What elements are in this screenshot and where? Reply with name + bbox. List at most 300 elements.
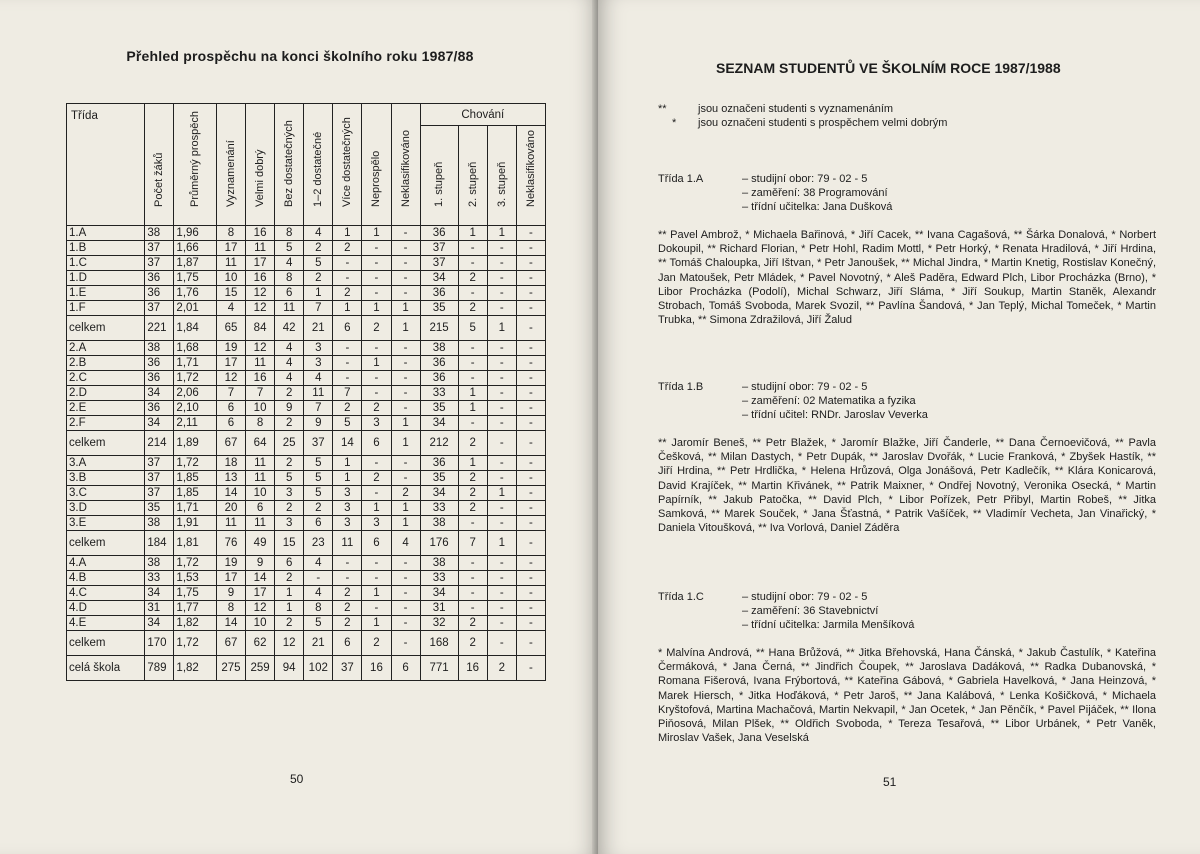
table-cell: 102: [304, 656, 333, 681]
header-col: Více dostatečných: [333, 104, 362, 226]
table-cell: 2: [458, 486, 487, 501]
table-cell: 18: [216, 456, 245, 471]
table-cell: 38: [145, 516, 174, 531]
table-cell: 1,72: [174, 456, 217, 471]
row-label: celá škola: [67, 656, 145, 681]
class-info: – studijní obor: 79 - 02 - 5: [742, 381, 868, 393]
table-cell: -: [516, 431, 545, 456]
table-row: [67, 256, 546, 271]
table-cell: 94: [275, 656, 304, 681]
table-cell: 34: [145, 586, 174, 601]
table-cell: 4: [304, 371, 333, 386]
table-cell: -: [516, 471, 545, 486]
legend-mark: *: [672, 117, 677, 129]
table-cell: 1: [391, 316, 420, 341]
table-cell: -: [458, 586, 487, 601]
table-cell: 5: [304, 456, 333, 471]
table-cell: 4: [391, 531, 420, 556]
table-cell: 170: [145, 631, 174, 656]
table-row: [67, 616, 546, 631]
list-title: SEZNAM STUDENTŮ VE ŠKOLNÍM ROCE 1987/1988: [716, 60, 1061, 76]
table-cell: -: [333, 356, 362, 371]
table-cell: -: [304, 571, 333, 586]
header-chovani: Chování: [420, 104, 545, 126]
table-cell: 49: [246, 531, 275, 556]
table-cell: 7: [458, 531, 487, 556]
table-row: [67, 586, 546, 601]
table-cell: -: [391, 386, 420, 401]
table-cell: 11: [275, 301, 304, 316]
table-cell: 2: [362, 401, 391, 416]
table-cell: 3: [275, 516, 304, 531]
table-cell: 2: [333, 586, 362, 601]
table-cell: 4: [216, 301, 245, 316]
table-cell: 789: [145, 656, 174, 681]
table-cell: -: [362, 456, 391, 471]
table-cell: 11: [246, 241, 275, 256]
table-cell: 2: [362, 316, 391, 341]
table-row: [67, 271, 546, 286]
total-row: [67, 531, 546, 556]
row-label: 2.B: [67, 356, 145, 371]
table-cell: -: [458, 416, 487, 431]
table-cell: 7: [304, 401, 333, 416]
legend: [658, 102, 947, 130]
table-cell: -: [516, 416, 545, 431]
table-cell: -: [487, 616, 516, 631]
table-cell: 16: [246, 271, 275, 286]
table-cell: 1,72: [174, 631, 217, 656]
header-trida: Třída: [67, 104, 145, 226]
table-cell: 3: [304, 341, 333, 356]
table-cell: 1,76: [174, 286, 217, 301]
table-cell: -: [516, 226, 545, 241]
table-cell: 37: [145, 241, 174, 256]
table-cell: 1: [362, 226, 391, 241]
table-cell: -: [516, 401, 545, 416]
table-cell: 21: [304, 316, 333, 341]
class-info: – zaměření: 36 Stavebnictví: [742, 605, 879, 617]
table-cell: 35: [145, 501, 174, 516]
table-cell: 1: [391, 501, 420, 516]
header-col: Neprospělo: [362, 104, 391, 226]
table-cell: 38: [420, 556, 458, 571]
student-list-1a: ** Pavel Ambrož, * Michaela Bařinová, * Jiří Cacek, ** Ivana Cagašová, ** Šárka Donalová, * Norbert Dokoupil, ** Richard Florian, * Petr Hohl, Radim Mottl, * Petr Horký, * Renata Hradilová, * Jiří Hrdina, ** Tomáš Chaloupka, Jiří Ištvan, * Petr Janoušek, ** Michal Jindra, * Martin Knetig, Rostislav Konečný, Jan Matoušek, Petr Mládek, * Pavel Novotný, * Aleš Paděra, Edward Plch, Libor Procházka (Brno), * Libor Procházka (Podolí), Michal Schwarz, Jiří Sláma, * Jiří Soukup, Martin Staněk, Alexandr Strobach, Tomáš Svoboda, Marek Svozil, ** Pavlína Šandová, * Jan Teplý, Michal Tomeček, * Martin Trubka, ** Simona Zdražilová, Jiří Žalud: [658, 229, 1156, 327]
table-cell: 4: [275, 371, 304, 386]
table-cell: -: [362, 371, 391, 386]
table-cell: -: [516, 386, 545, 401]
table-cell: 6: [362, 531, 391, 556]
row-label: 2.F: [67, 416, 145, 431]
table-cell: 35: [420, 471, 458, 486]
table-cell: -: [391, 601, 420, 616]
table-cell: 37: [333, 656, 362, 681]
legend-item: [658, 116, 947, 130]
table-cell: -: [487, 601, 516, 616]
table-row: [67, 301, 546, 316]
table-cell: -: [487, 371, 516, 386]
table-cell: -: [362, 556, 391, 571]
table-cell: 16: [246, 371, 275, 386]
table-cell: -: [362, 286, 391, 301]
table-cell: -: [458, 356, 487, 371]
table-cell: 9: [216, 586, 245, 601]
row-label: 3.B: [67, 471, 145, 486]
table-cell: -: [487, 501, 516, 516]
table-row: [67, 471, 546, 486]
table-cell: -: [333, 256, 362, 271]
table-cell: 36: [420, 226, 458, 241]
table-cell: 5: [458, 316, 487, 341]
table-cell: 9: [275, 401, 304, 416]
table-cell: 17: [216, 241, 245, 256]
table-cell: 1: [458, 456, 487, 471]
table-cell: 2: [458, 501, 487, 516]
table-cell: 36: [420, 356, 458, 371]
table-cell: 31: [420, 601, 458, 616]
table-cell: 16: [458, 656, 487, 681]
row-label: 2.C: [67, 371, 145, 386]
table-cell: -: [487, 241, 516, 256]
class-info: – třídní učitelka: Jana Dušková: [742, 201, 893, 213]
table-cell: -: [458, 341, 487, 356]
table-cell: 8: [216, 226, 245, 241]
table-cell: 12: [246, 341, 275, 356]
table-cell: 1,66: [174, 241, 217, 256]
table-cell: 5: [304, 486, 333, 501]
table-cell: 1,96: [174, 226, 217, 241]
table-cell: -: [516, 241, 545, 256]
table-cell: 3: [333, 501, 362, 516]
table-cell: 7: [216, 386, 245, 401]
table-cell: 62: [246, 631, 275, 656]
table-cell: 38: [145, 341, 174, 356]
table-cell: 1,85: [174, 471, 217, 486]
table-cell: 1,68: [174, 341, 217, 356]
table-cell: 1: [362, 616, 391, 631]
table-cell: 2,01: [174, 301, 217, 316]
table-row: [67, 226, 546, 241]
header-chov-col: 1. stupeň: [420, 126, 458, 226]
left-page: [0, 0, 598, 854]
table-cell: 36: [145, 371, 174, 386]
table-cell: -: [516, 456, 545, 471]
table-cell: 2: [333, 401, 362, 416]
row-label: 4.B: [67, 571, 145, 586]
table-cell: 2: [333, 616, 362, 631]
table-cell: 1: [362, 301, 391, 316]
table-cell: 2: [391, 486, 420, 501]
total-row: [67, 431, 546, 456]
table-cell: 36: [145, 286, 174, 301]
table-cell: 212: [420, 431, 458, 456]
table-row: [67, 501, 546, 516]
table-cell: 11: [246, 471, 275, 486]
table-cell: -: [391, 241, 420, 256]
table-cell: 2: [275, 501, 304, 516]
table-cell: 5: [304, 256, 333, 271]
table-row: [67, 241, 546, 256]
table-cell: -: [516, 301, 545, 316]
row-label: 3.C: [67, 486, 145, 501]
table-cell: 1,75: [174, 271, 217, 286]
table-cell: 14: [216, 486, 245, 501]
table-cell: 34: [145, 416, 174, 431]
table-cell: 64: [246, 431, 275, 456]
table-cell: 1: [333, 471, 362, 486]
table-cell: 10: [246, 401, 275, 416]
table-cell: 1,84: [174, 316, 217, 341]
table-cell: -: [487, 416, 516, 431]
table-cell: -: [516, 341, 545, 356]
table-cell: 1: [362, 586, 391, 601]
table-cell: -: [333, 271, 362, 286]
table-cell: 1: [275, 586, 304, 601]
table-cell: 1: [391, 431, 420, 456]
table-cell: 6: [275, 556, 304, 571]
table-cell: 1: [391, 416, 420, 431]
table-cell: -: [516, 501, 545, 516]
table-cell: 4: [275, 256, 304, 271]
table-cell: 38: [145, 226, 174, 241]
table-cell: 32: [420, 616, 458, 631]
row-label: 1.A: [67, 226, 145, 241]
table-cell: 37: [145, 456, 174, 471]
table-cell: -: [391, 571, 420, 586]
table-cell: 19: [216, 556, 245, 571]
table-cell: 8: [216, 601, 245, 616]
table-cell: 1,82: [174, 656, 217, 681]
table-cell: 259: [246, 656, 275, 681]
table-cell: -: [458, 601, 487, 616]
table-cell: 36: [145, 356, 174, 371]
table-cell: 2: [275, 456, 304, 471]
table-cell: -: [516, 371, 545, 386]
table-cell: 37: [145, 486, 174, 501]
row-label: 4.D: [67, 601, 145, 616]
table-cell: -: [362, 241, 391, 256]
table-cell: 6: [362, 431, 391, 456]
student-list-1c: * Malvína Andrová, ** Hana Brůžová, ** Jitka Břehovská, Hana Čánská, * Jakub Častulík, * Kateřina Čermáková, * Jana Černá, ** Jindřich Čoupek, ** Jaroslava Dadáková, ** Radka Dubanovská, * Romana Fišerová, Ivana Frýbortová, ** Kateřina Gábová, * Gabriela Havelková, * Jana Heinzová, * Marek Hiersch, * Jitka Hoďáková, * Petr Jaroš, ** Jana Kalábová, * Lenka Košičková, * Michaela Kryštofová, Martina Machačová, Martin Nekvapil, * Jan Ocetek, * Jan Pěnčík, * Pavel Pijáček, ** Ilona Piňosová, Milan Plšek, ** Oldřich Svoboda, * Tereza Tesařová, ** Libor Urbánek, * Petr Vaněk, Miroslav Vašek, Jana Veselská: [658, 647, 1156, 745]
table-cell: -: [362, 271, 391, 286]
table-cell: 19: [216, 341, 245, 356]
table-header-row: [67, 104, 546, 126]
table-cell: 771: [420, 656, 458, 681]
table-cell: -: [391, 286, 420, 301]
table-cell: 15: [275, 531, 304, 556]
table-cell: 38: [145, 556, 174, 571]
table-cell: 12: [216, 371, 245, 386]
table-cell: -: [487, 256, 516, 271]
table-cell: 12: [246, 286, 275, 301]
table-cell: 5: [275, 241, 304, 256]
table-cell: 67: [216, 431, 245, 456]
table-cell: 2: [458, 301, 487, 316]
class-name: Třída 1.A: [658, 173, 704, 185]
table-cell: 11: [216, 516, 245, 531]
header-chov-col: Neklasifikováno: [516, 126, 545, 226]
row-label: 4.A: [67, 556, 145, 571]
table-cell: 8: [275, 271, 304, 286]
table-cell: -: [458, 556, 487, 571]
table-cell: 3: [304, 356, 333, 371]
table-cell: 2: [275, 386, 304, 401]
table-cell: 2: [304, 271, 333, 286]
table-cell: 25: [275, 431, 304, 456]
grades-table-body: [67, 226, 546, 681]
table-cell: 1,72: [174, 556, 217, 571]
table-cell: 65: [216, 316, 245, 341]
table-cell: 34: [420, 416, 458, 431]
table-row: [67, 456, 546, 471]
table-cell: -: [516, 616, 545, 631]
table-cell: 33: [145, 571, 174, 586]
table-cell: -: [516, 356, 545, 371]
table-cell: 4: [304, 586, 333, 601]
table-cell: 3: [275, 486, 304, 501]
table-cell: 6: [216, 416, 245, 431]
table-cell: 15: [216, 286, 245, 301]
table-cell: 10: [216, 271, 245, 286]
table-cell: -: [458, 241, 487, 256]
table-cell: 2: [304, 501, 333, 516]
header-col: Průměrný prospěch: [174, 104, 217, 226]
table-cell: -: [458, 256, 487, 271]
page-number-left: 50: [290, 772, 304, 786]
table-cell: 37: [304, 431, 333, 456]
table-cell: -: [487, 471, 516, 486]
table-row: [67, 341, 546, 356]
table-cell: 7: [246, 386, 275, 401]
table-cell: 2: [487, 656, 516, 681]
table-row: [67, 556, 546, 571]
table-cell: 37: [420, 241, 458, 256]
right-page: [598, 0, 1200, 854]
table-cell: -: [516, 516, 545, 531]
table-cell: 2: [333, 241, 362, 256]
row-label: celkem: [67, 431, 145, 456]
table-row: [67, 286, 546, 301]
table-cell: -: [458, 571, 487, 586]
table-cell: -: [333, 341, 362, 356]
table-cell: -: [516, 486, 545, 501]
table-cell: -: [487, 301, 516, 316]
table-cell: 2: [362, 631, 391, 656]
table-cell: -: [391, 616, 420, 631]
table-cell: 2: [458, 471, 487, 486]
table-cell: 12: [246, 301, 275, 316]
table-cell: 2: [458, 631, 487, 656]
table-cell: 37: [145, 471, 174, 486]
table-cell: -: [487, 271, 516, 286]
table-row: [67, 601, 546, 616]
row-label: celkem: [67, 531, 145, 556]
table-cell: -: [487, 401, 516, 416]
header-col: 1–2 dostatečné: [304, 104, 333, 226]
table-cell: -: [391, 586, 420, 601]
grades-table: [66, 103, 546, 681]
table-cell: 23: [304, 531, 333, 556]
table-cell: 14: [333, 431, 362, 456]
table-cell: 2: [333, 286, 362, 301]
table-cell: 1: [275, 601, 304, 616]
table-cell: -: [333, 371, 362, 386]
table-cell: 33: [420, 501, 458, 516]
table-cell: -: [516, 586, 545, 601]
table-cell: 16: [246, 226, 275, 241]
table-cell: 33: [420, 571, 458, 586]
table-cell: 84: [246, 316, 275, 341]
table-cell: -: [516, 316, 545, 341]
table-cell: 2: [333, 601, 362, 616]
table-cell: 35: [420, 401, 458, 416]
table-cell: 275: [216, 656, 245, 681]
header-col: Velmi dobrý: [246, 104, 275, 226]
table-cell: -: [487, 356, 516, 371]
table-cell: 14: [216, 616, 245, 631]
table-row: [67, 401, 546, 416]
table-cell: -: [516, 556, 545, 571]
table-cell: 11: [333, 531, 362, 556]
class-block-1c: [658, 590, 914, 632]
table-cell: -: [458, 286, 487, 301]
table-cell: 1: [304, 286, 333, 301]
table-cell: -: [362, 486, 391, 501]
row-label: 3.A: [67, 456, 145, 471]
table-cell: 34: [145, 386, 174, 401]
row-label: celkem: [67, 316, 145, 341]
table-cell: 1: [333, 456, 362, 471]
table-cell: -: [333, 571, 362, 586]
table-cell: 6: [333, 631, 362, 656]
table-cell: 14: [246, 571, 275, 586]
table-cell: 9: [246, 556, 275, 571]
table-cell: 1: [487, 316, 516, 341]
table-cell: 1,77: [174, 601, 217, 616]
table-cell: 36: [145, 401, 174, 416]
table-cell: -: [516, 601, 545, 616]
table-cell: 168: [420, 631, 458, 656]
table-cell: 17: [216, 356, 245, 371]
table-cell: -: [362, 386, 391, 401]
table-cell: -: [487, 431, 516, 456]
table-cell: 221: [145, 316, 174, 341]
row-label: 1.F: [67, 301, 145, 316]
student-list-1b: ** Jaromír Beneš, ** Petr Blažek, * Jaromír Blažke, Jiří Čanderle, ** Dana Černoevičová, ** Pavla Češková, ** Milan Dastych, * Petr Dupák, ** Jaroslav Dvořák, * Lucie Franková, * Zbyšek Hastík, ** Jiří Hrdina, ** Petr Hrdlička, * Helena Hrůzová, Olga Jonášová, Petr Kadlečík, ** Klára Konicarová, David Krajíček, ** Martin Křivánek, ** Patrik Maixner, * Ondřej Novotný, Veronika Osecká, * Martin Papírník, ** Jakub Patočka, ** David Plch, * Libor Pořízek, Petr Přibyl, Martin Robeš, ** Jitka Samková, ** Marek Souček, * Jana Šťastná, * Patrik Vašíček, ** Vladimír Vecheta, Jan Vinařický, * Daniela Vitoušková, ** Iva Vorlová, Daniel Záděra: [658, 437, 1156, 535]
table-cell: 1: [333, 226, 362, 241]
table-cell: 184: [145, 531, 174, 556]
table-cell: -: [487, 631, 516, 656]
table-cell: 76: [216, 531, 245, 556]
total-row: [67, 316, 546, 341]
header-chov-col: 3. stupeň: [487, 126, 516, 226]
table-cell: -: [391, 271, 420, 286]
table-cell: 38: [420, 341, 458, 356]
table-cell: 4: [275, 341, 304, 356]
row-label: 1.B: [67, 241, 145, 256]
header-col: Počet žáků: [145, 104, 174, 226]
table-cell: 16: [362, 656, 391, 681]
table-cell: 1: [333, 301, 362, 316]
table-cell: 1: [458, 386, 487, 401]
table-cell: 1,89: [174, 431, 217, 456]
table-cell: -: [458, 371, 487, 386]
table-cell: -: [391, 256, 420, 271]
table-cell: -: [333, 556, 362, 571]
row-label: 4.C: [67, 586, 145, 601]
table-cell: 1: [362, 501, 391, 516]
table-cell: -: [391, 371, 420, 386]
